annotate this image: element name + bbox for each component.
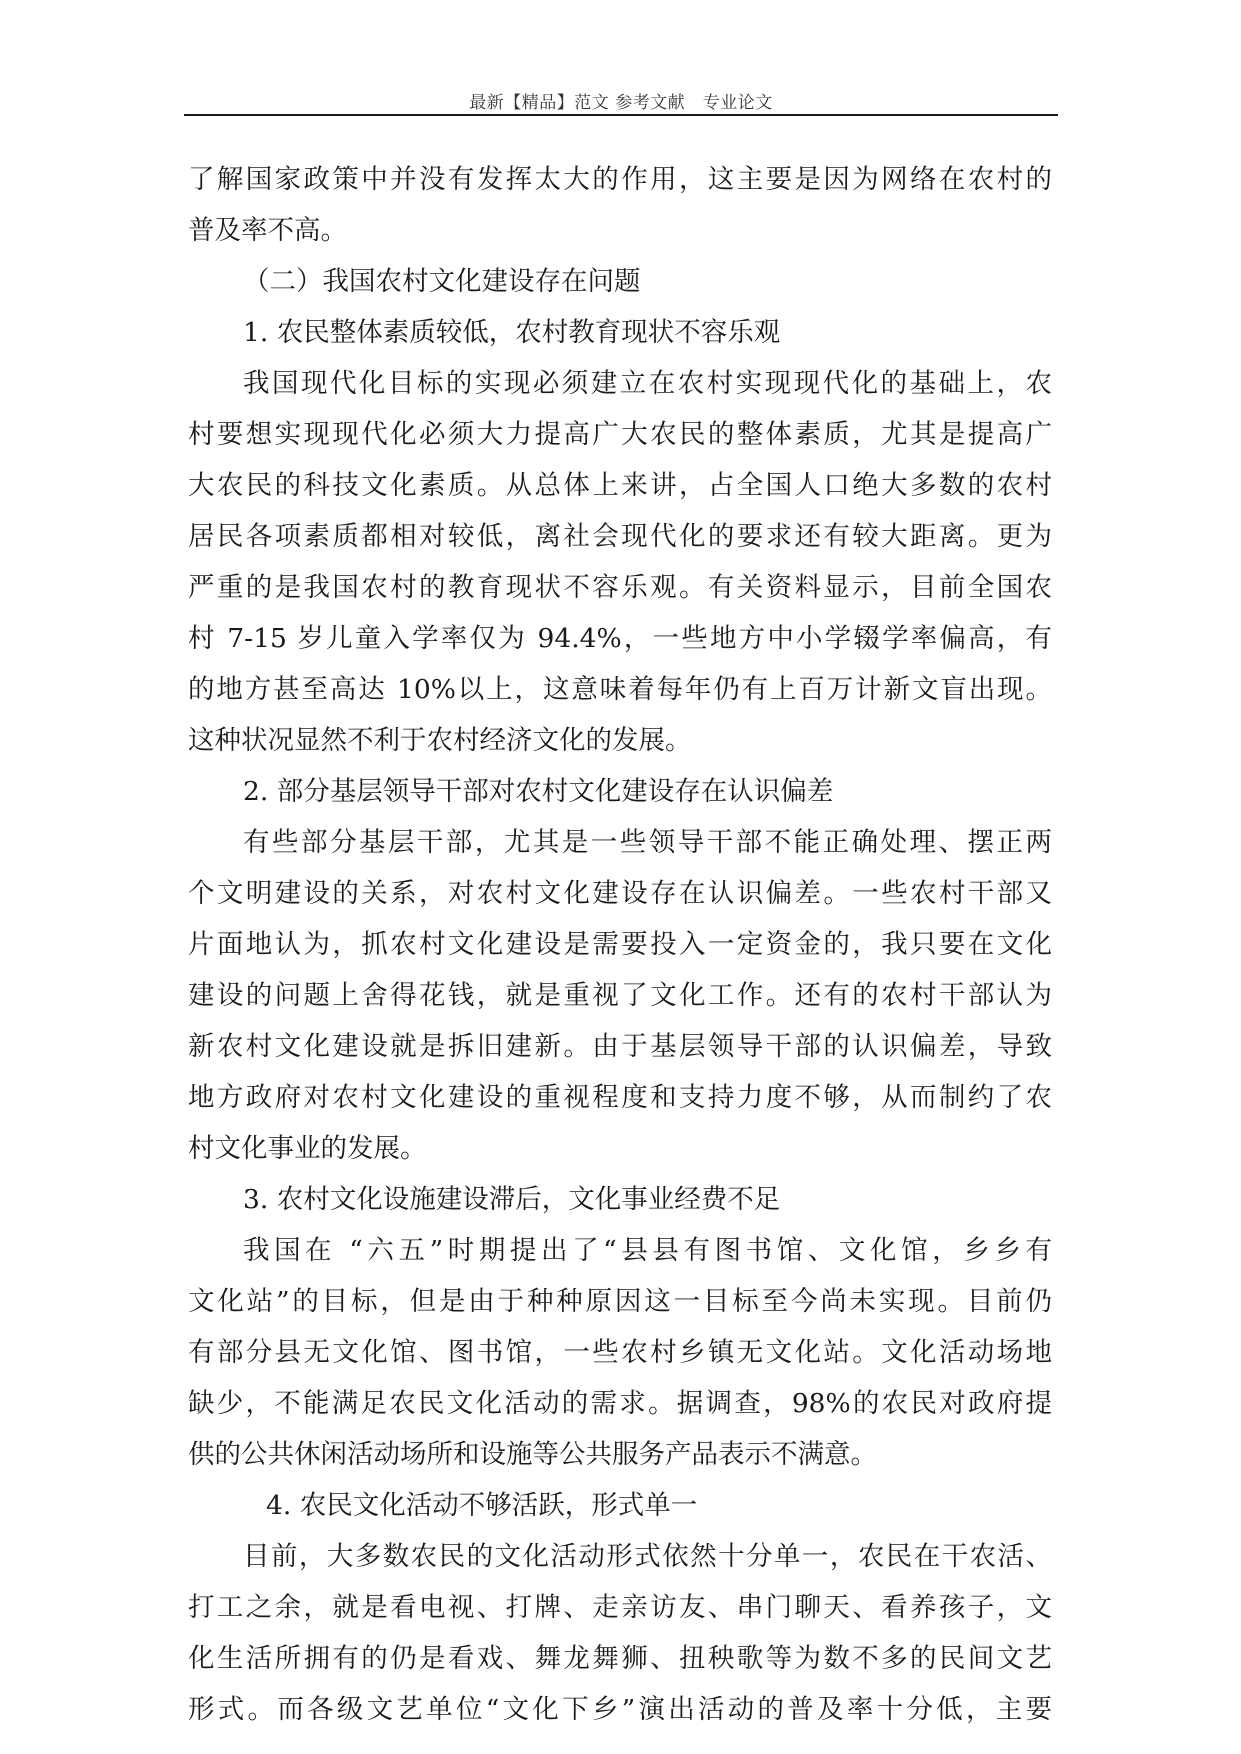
subsection-heading: 1. 农民整体素质较低，农村教育现状不容乐观 [243, 317, 781, 348]
paragraph-line: 化生活所拥有的仍是看戏、舞龙舞狮、扭秧歌等为数不多的民间文艺 [188, 1643, 1052, 1674]
subsection-heading: 4. 农民文化活动不够活跃，形式单一 [266, 1490, 698, 1521]
paragraph-line: 有些部分基层干部，尤其是一些领导干部不能正确处理、摆正两 [243, 827, 1052, 858]
paragraph-line: 建设的问题上舍得花钱，就是重视了文化工作。还有的农村干部认为 [188, 980, 1052, 1011]
subsection-heading: 2. 部分基层领导干部对农村文化建设存在认识偏差 [243, 776, 834, 807]
paragraph-line: 这种状况显然不利于农村经济文化的发展。 [188, 725, 692, 756]
paragraph-line: 片面地认为，抓农村文化建设是需要投入一定资金的，我只要在文化 [188, 929, 1052, 960]
paragraph-line: 新农村文化建设就是拆旧建新。由于基层领导干部的认识偏差，导致 [188, 1031, 1052, 1062]
paragraph-line: 形式。而各级文艺单位“文化下乡”演出活动的普及率十分低，主要 [188, 1694, 1052, 1725]
paragraph-line: 居民各项素质都相对较低，离社会现代化的要求还有较大距离。更为 [188, 521, 1052, 552]
paragraph-line: 个文明建设的关系，对农村文化建设存在认识偏差。一些农村干部又 [188, 878, 1052, 909]
section-heading: （二）我国农村文化建设存在问题 [243, 266, 641, 297]
paragraph-line: 文化站”的目标，但是由于种种原因这一目标至今尚未实现。目前仍 [188, 1286, 1052, 1317]
paragraph-line: 我国现代化目标的实现必须建立在农村实现现代化的基础上，农 [243, 368, 1052, 399]
paragraph-line: 供的公共休闲活动场所和设施等公共服务产品表示不满意。 [188, 1439, 877, 1470]
paragraph-line: 我国在 “六五”时期提出了“县县有图书馆、文化馆，乡乡有 [243, 1235, 1052, 1266]
body-text [188, 154, 1052, 1735]
paragraph-line: 大农民的科技文化素质。从总体上来讲，占全国人口绝大多数的农村 [188, 470, 1052, 501]
subsection-heading: 3. 农村文化设施建设滞后，文化事业经费不足 [243, 1184, 781, 1215]
paragraph-line: 普及率不高。 [188, 215, 347, 246]
paragraph-line: 村要想实现现代化必须大力提高广大农民的整体素质，尤其是提高广 [188, 419, 1052, 450]
paragraph-line: 缺少，不能满足农民文化活动的需求。据调查，98%的农民对政府提 [188, 1388, 1052, 1419]
header-divider [184, 114, 1058, 116]
paragraph-line: 打工之余，就是看电视、打牌、走亲访友、串门聊天、看养孩子，文 [188, 1592, 1052, 1623]
paragraph-line: 地方政府对农村文化建设的重视程度和支持力度不够，从而制约了农 [188, 1082, 1052, 1113]
paragraph-line: 村 7-15 岁儿童入学率仅为 94.4%，一些地方中小学辍学率偏高，有 [188, 623, 1052, 654]
paragraph-line: 目前，大多数农民的文化活动形式依然十分单一，农民在干农活、 [243, 1541, 1052, 1572]
paragraph-line: 有部分县无文化馆、图书馆，一些农村乡镇无文化站。文化活动场地 [188, 1337, 1052, 1368]
paragraph-line: 严重的是我国农村的教育现状不容乐观。有关资料显示，目前全国农 [188, 572, 1052, 603]
paragraph-line: 了解国家政策中并没有发挥太大的作用，这主要是因为网络在农村的 [188, 164, 1052, 195]
page-header: 最新【精品】范文 参考文献 专业论文 [469, 93, 773, 113]
paragraph-line: 的地方甚至高达 10%以上，这意味着每年仍有上百万计新文盲出现。 [188, 674, 1052, 705]
paragraph-line: 村文化事业的发展。 [188, 1133, 427, 1164]
